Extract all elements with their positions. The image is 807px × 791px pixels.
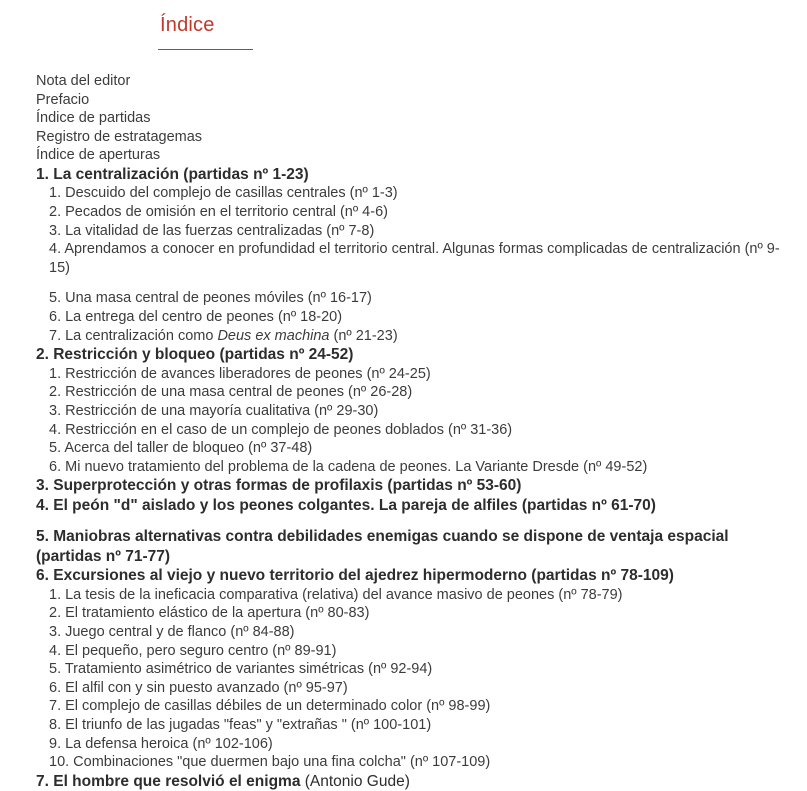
toc-entry[interactable]: 6. El alfil con y sin puesto avanzado (nº 95-97) — [49, 679, 348, 696]
toc-entry[interactable]: 2. Restricción y bloqueo (partidas nº 24-52) — [36, 346, 354, 364]
toc-entry[interactable]: 4. El pequeño, pero seguro centro (nº 89-91) — [49, 642, 337, 659]
toc-entry[interactable]: 3. Juego central y de flanco (nº 84-88) — [49, 623, 295, 640]
toc-entry[interactable]: 4. Restricción en el caso de un complejo de peones doblados (nº 31-36) — [49, 421, 513, 438]
toc-entry[interactable]: 7. La centralización como Deus ex machina (nº 21-23) — [49, 327, 398, 344]
toc-entry[interactable]: Registro de estratagemas — [36, 128, 203, 145]
toc-entry[interactable]: 1. Restricción de avances liberadores de peones (nº 24-25) — [49, 365, 431, 382]
toc-entry-author: (Antonio Gude) — [300, 772, 410, 790]
page-title: Índice — [158, 14, 253, 50]
toc-entry[interactable]: 8. El triunfo de las jugadas "feas" y "extrañas " (nº 100-101) — [49, 716, 432, 733]
toc-entry[interactable]: 1. La tesis de la ineficacia comparativa (relativa) del avance masivo de peones (nº 78-79) — [49, 586, 623, 603]
toc-spacer — [36, 277, 787, 289]
toc-entry[interactable]: 2. Pecados de omisión en el territorio central (nº 4-6) — [49, 204, 388, 221]
toc-entry[interactable]: 4. El peón "d" aislado y los peones colgantes. La pareja de alfiles (partidas nº 61-70) — [36, 496, 656, 514]
toc-entry[interactable]: Prefacio — [36, 91, 90, 108]
title-container — [0, 0, 807, 50]
toc-entry[interactable]: 7. El hombre que resolvió el enigma (Antonio Gude) — [36, 772, 410, 790]
toc-entry[interactable]: 1. La centralización (partidas nº 1-23) — [36, 165, 309, 183]
toc-entry[interactable]: 1. Descuido del complejo de casillas centrales (nº 1-3) — [49, 185, 398, 202]
toc-entry[interactable]: 3. La vitalidad de las fuerzas centralizadas (nº 7-8) — [49, 222, 375, 239]
toc-entry[interactable]: 5. Tratamiento asimétrico de variantes simétricas (nº 92-94) — [49, 661, 433, 678]
toc-entry[interactable]: 7. El complejo de casillas débiles de un determinado color (nº 98-99) — [49, 698, 491, 715]
toc-entry[interactable]: 5. Una masa central de peones móviles (nº 16-17) — [49, 290, 372, 307]
toc-entry[interactable]: 10. Combinaciones "que duermen bajo una fina colcha" (nº 107-109) — [49, 754, 491, 771]
toc-entry[interactable]: 9. La defensa heroica (nº 102-106) — [49, 735, 273, 752]
toc-entry[interactable]: 6. Mi nuevo tratamiento del problema de la cadena de peones. La Variante Dresde (nº 49-52) — [49, 458, 648, 475]
toc-entry[interactable]: Índice de aperturas — [36, 147, 161, 164]
toc-entry[interactable]: 6. La entrega del centro de peones (nº 18-20) — [49, 309, 343, 326]
toc-entry[interactable]: Nota del editor — [36, 73, 131, 89]
toc-entry[interactable]: 3. Restricción de una mayoría cualitativa (nº 29-30) — [49, 402, 379, 419]
toc-entry[interactable]: 2. Restricción de una masa central de peones (nº 26-28) — [49, 384, 413, 401]
toc-entry[interactable]: 2. El tratamiento elástico de la apertura (nº 80-83) — [49, 605, 370, 622]
table-of-contents — [0, 72, 807, 791]
toc-entry[interactable]: 5. Acerca del taller de bloqueo (nº 37-48) — [49, 440, 313, 457]
toc-entry[interactable]: 3. Superprotección y otras formas de profilaxis (partidas nº 53-60) — [36, 477, 522, 495]
toc-entry-italic: Deus ex machina — [217, 327, 330, 344]
toc-entry[interactable]: 5. Maniobras alternativas contra debilidades enemigas cuando se dispone de ventaja espacial (partidas nº 71-77) — [36, 528, 729, 565]
toc-entry[interactable]: 6. Excursiones al viejo y nuevo territorio del ajedrez hipermoderno (partidas nº 78-109) — [36, 567, 674, 585]
toc-entry[interactable]: Índice de partidas — [36, 110, 151, 127]
toc-entry[interactable]: 4. Aprendamos a conocer en profundidad el territorio central. Algunas formas complicadas de centralización (nº 9-15) — [49, 241, 780, 276]
toc-spacer — [36, 515, 787, 527]
